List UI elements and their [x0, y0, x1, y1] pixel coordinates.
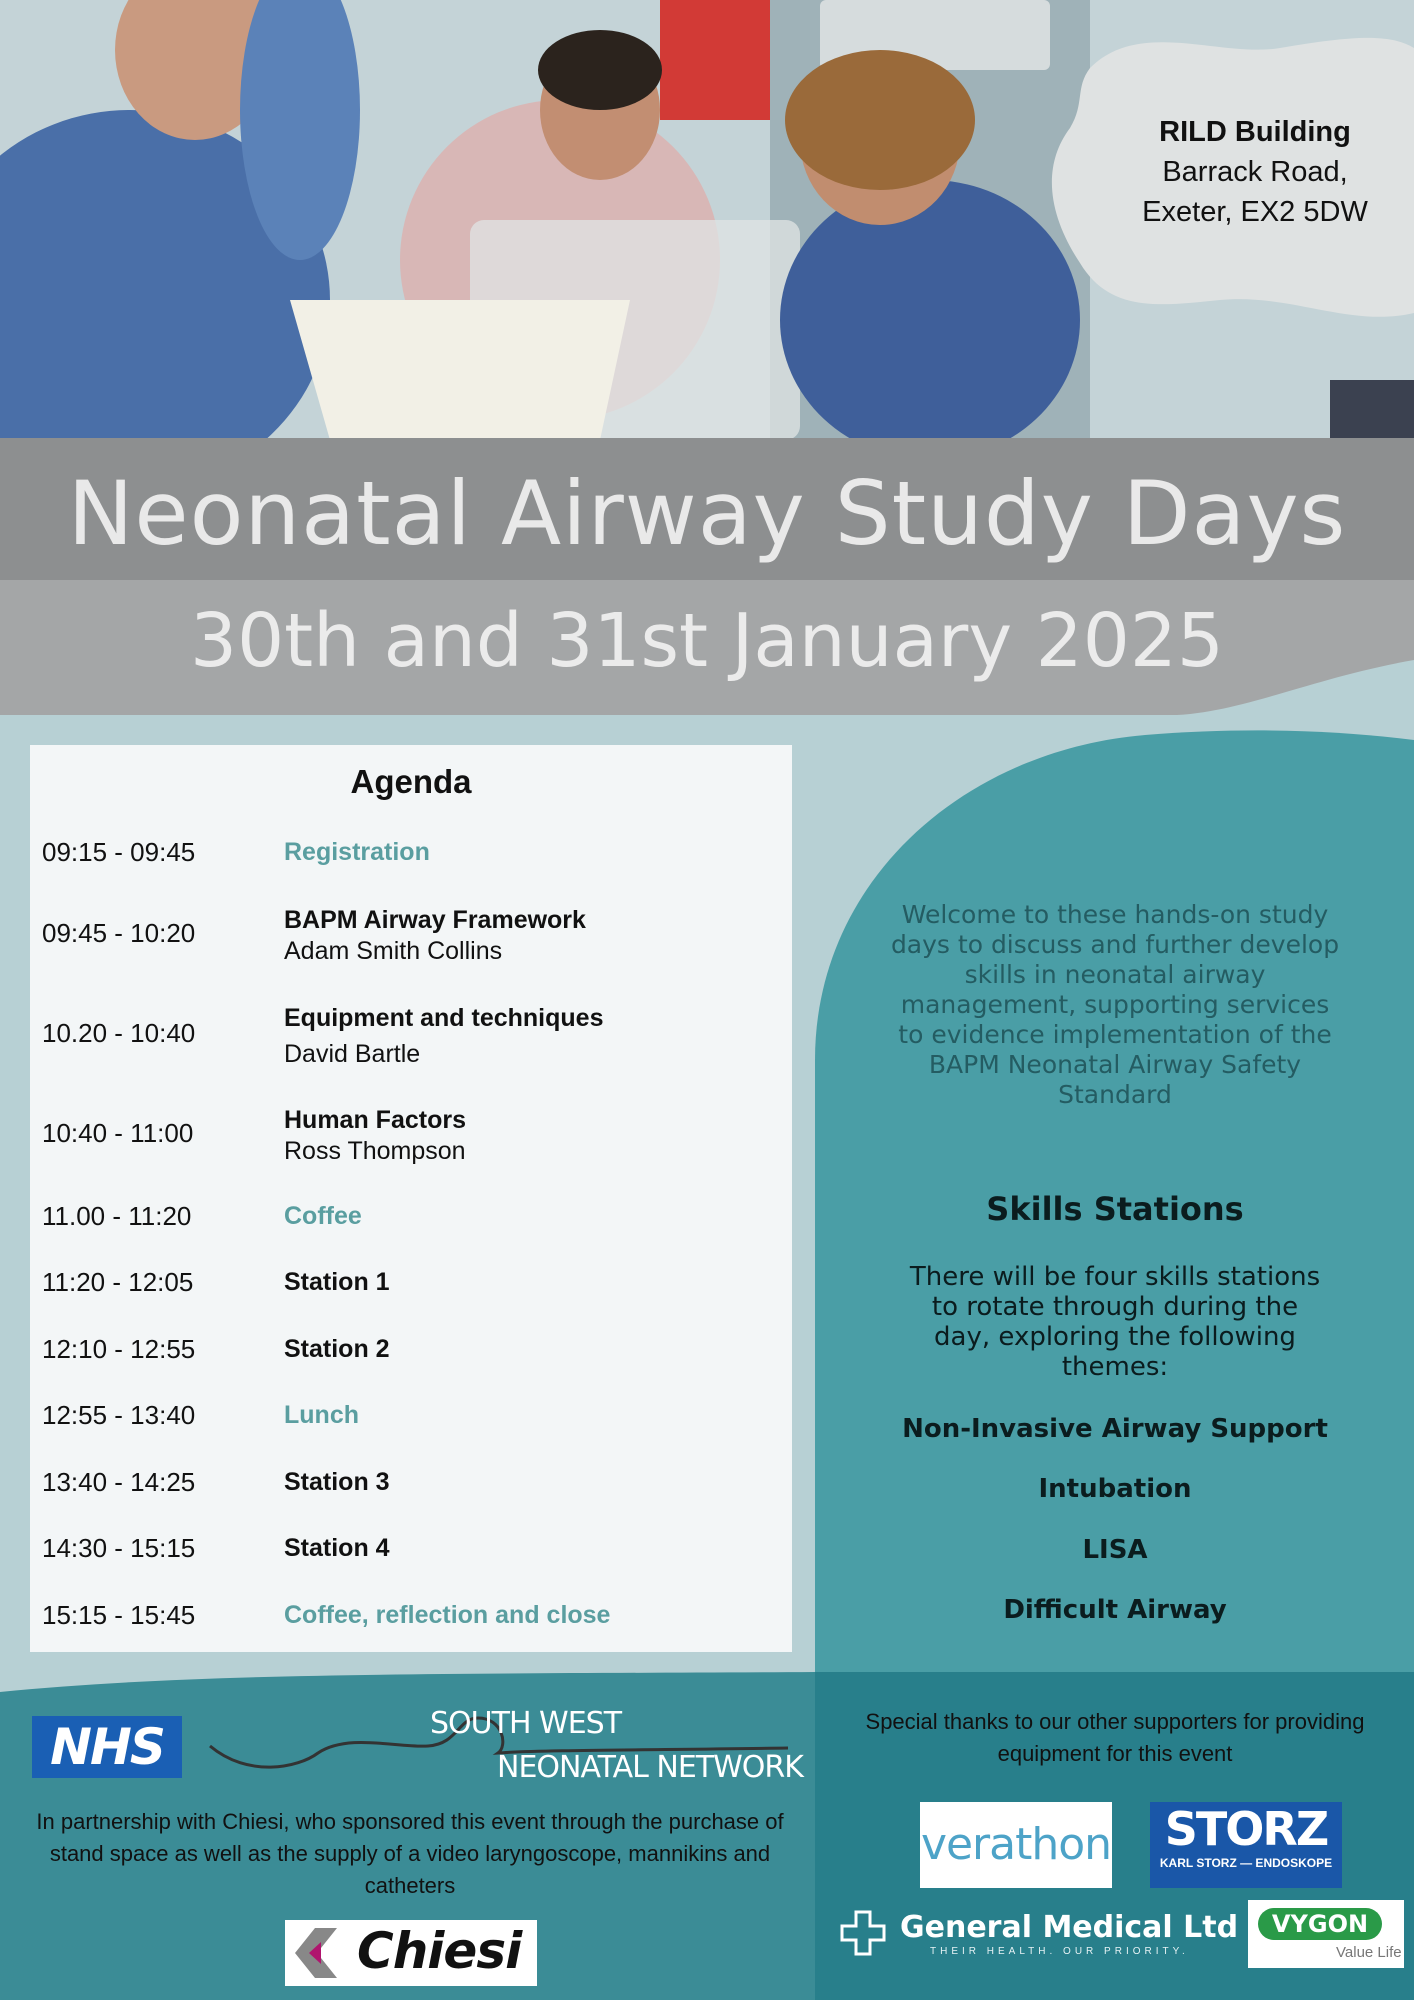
network-name-line1: SOUTH WEST — [430, 1706, 622, 1741]
agenda-time: 12:10 - 12:55 — [42, 1334, 196, 1364]
venue-address — [1085, 112, 1414, 232]
medical-cross-icon — [840, 1910, 886, 1956]
thanks-text: Special thanks to our other supporters for providing equipment for this event — [865, 1709, 1365, 1766]
agenda-time: 11:20 - 12:05 — [42, 1267, 194, 1297]
agenda-item: Coffee — [284, 1202, 362, 1230]
storz-subtitle: KARL STORZ — ENDOSKOPE — [1159, 1856, 1333, 1870]
partnership-text: In partnership with Chiesi, who sponsored this event through the purchase of stand space as well as the supply of a video laryngoscope, mannikins and catheters — [36, 1809, 784, 1898]
network-name-line2: NEONATAL NETWORK — [497, 1750, 803, 1785]
agenda-presenter: Adam Smith Collins — [284, 937, 503, 965]
chiesi-mark-icon — [285, 1920, 345, 1986]
welcome-text: Welcome to these hands-on study days to discuss and further develop skills in neonatal airway management, supporting services to evidence implementation of the BAPM Neonatal Airway Safety Standard — [890, 900, 1340, 1109]
agenda-heading: Agenda — [350, 763, 472, 800]
storz-logo — [1150, 1802, 1342, 1888]
event-title: Neonatal Airway Study Days — [67, 462, 1347, 565]
agenda-time: 15:15 - 15:45 — [42, 1600, 196, 1630]
agenda-time: 13:40 - 14:25 — [42, 1467, 196, 1497]
venue-street: Barrack Road, — [1162, 156, 1348, 188]
agenda-time: 10.20 - 10:40 — [42, 1018, 196, 1048]
agenda-item: Registration — [284, 838, 430, 866]
agenda-item: Station 3 — [284, 1468, 390, 1496]
theme-item: Non-Invasive Airway Support — [902, 1414, 1328, 1444]
nhs-logo: NHS — [32, 1716, 182, 1778]
agenda-time: 14:30 - 15:15 — [42, 1533, 196, 1563]
agenda-item: Coffee, reflection and close — [284, 1601, 611, 1629]
theme-item: LISA — [1082, 1535, 1148, 1565]
agenda-presenter: Ross Thompson — [284, 1137, 466, 1165]
theme-item: Difficult Airway — [1003, 1595, 1227, 1625]
agenda-time: 09:45 - 10:20 — [42, 918, 196, 948]
agenda-presenter: David Bartle — [284, 1040, 421, 1068]
venue-name: RILD Building — [1159, 116, 1351, 148]
agenda-session — [284, 1003, 603, 1070]
skills-intro: There will be four skills stations to rotate through during the day, exploring the following themes: — [909, 1262, 1321, 1382]
agenda-time: 10:40 - 11:00 — [42, 1118, 194, 1148]
storz-wordmark: STORZ — [1164, 1802, 1328, 1856]
chiesi-wordmark: Chiesi — [357, 1922, 522, 1980]
event-date: 30th and 31st January 2025 — [190, 598, 1224, 684]
agenda-item: Station 4 — [284, 1534, 390, 1562]
skills-heading: Skills Stations — [986, 1190, 1244, 1228]
agenda-item: BAPM Airway Framework — [284, 906, 586, 934]
agenda-time: 09:15 - 09:45 — [42, 837, 196, 867]
agenda-session — [284, 1105, 466, 1167]
agenda-item: Equipment and techniques — [284, 1004, 604, 1032]
vygon-wordmark: VYGON — [1258, 1908, 1382, 1940]
theme-item: Intubation — [1038, 1474, 1192, 1504]
general-medical-logo: General Medical Ltd — [900, 1910, 1239, 1945]
agenda-panel — [30, 745, 792, 1652]
agenda-item: Station 1 — [284, 1268, 390, 1296]
agenda-item: Lunch — [284, 1401, 359, 1429]
agenda-time: 11.00 - 11:20 — [42, 1201, 192, 1231]
vygon-tagline: Value Life — [1336, 1944, 1402, 1961]
agenda-item: Human Factors — [284, 1106, 466, 1134]
venue-city: Exeter, EX2 5DW — [1142, 196, 1368, 228]
general-medical-tagline: THEIR HEALTH. OUR PRIORITY. — [930, 1946, 1189, 1957]
agenda-session — [284, 905, 586, 967]
agenda-item: Station 2 — [284, 1335, 390, 1363]
agenda-time: 12:55 - 13:40 — [42, 1400, 196, 1430]
verathon-logo: verathon — [920, 1802, 1112, 1888]
